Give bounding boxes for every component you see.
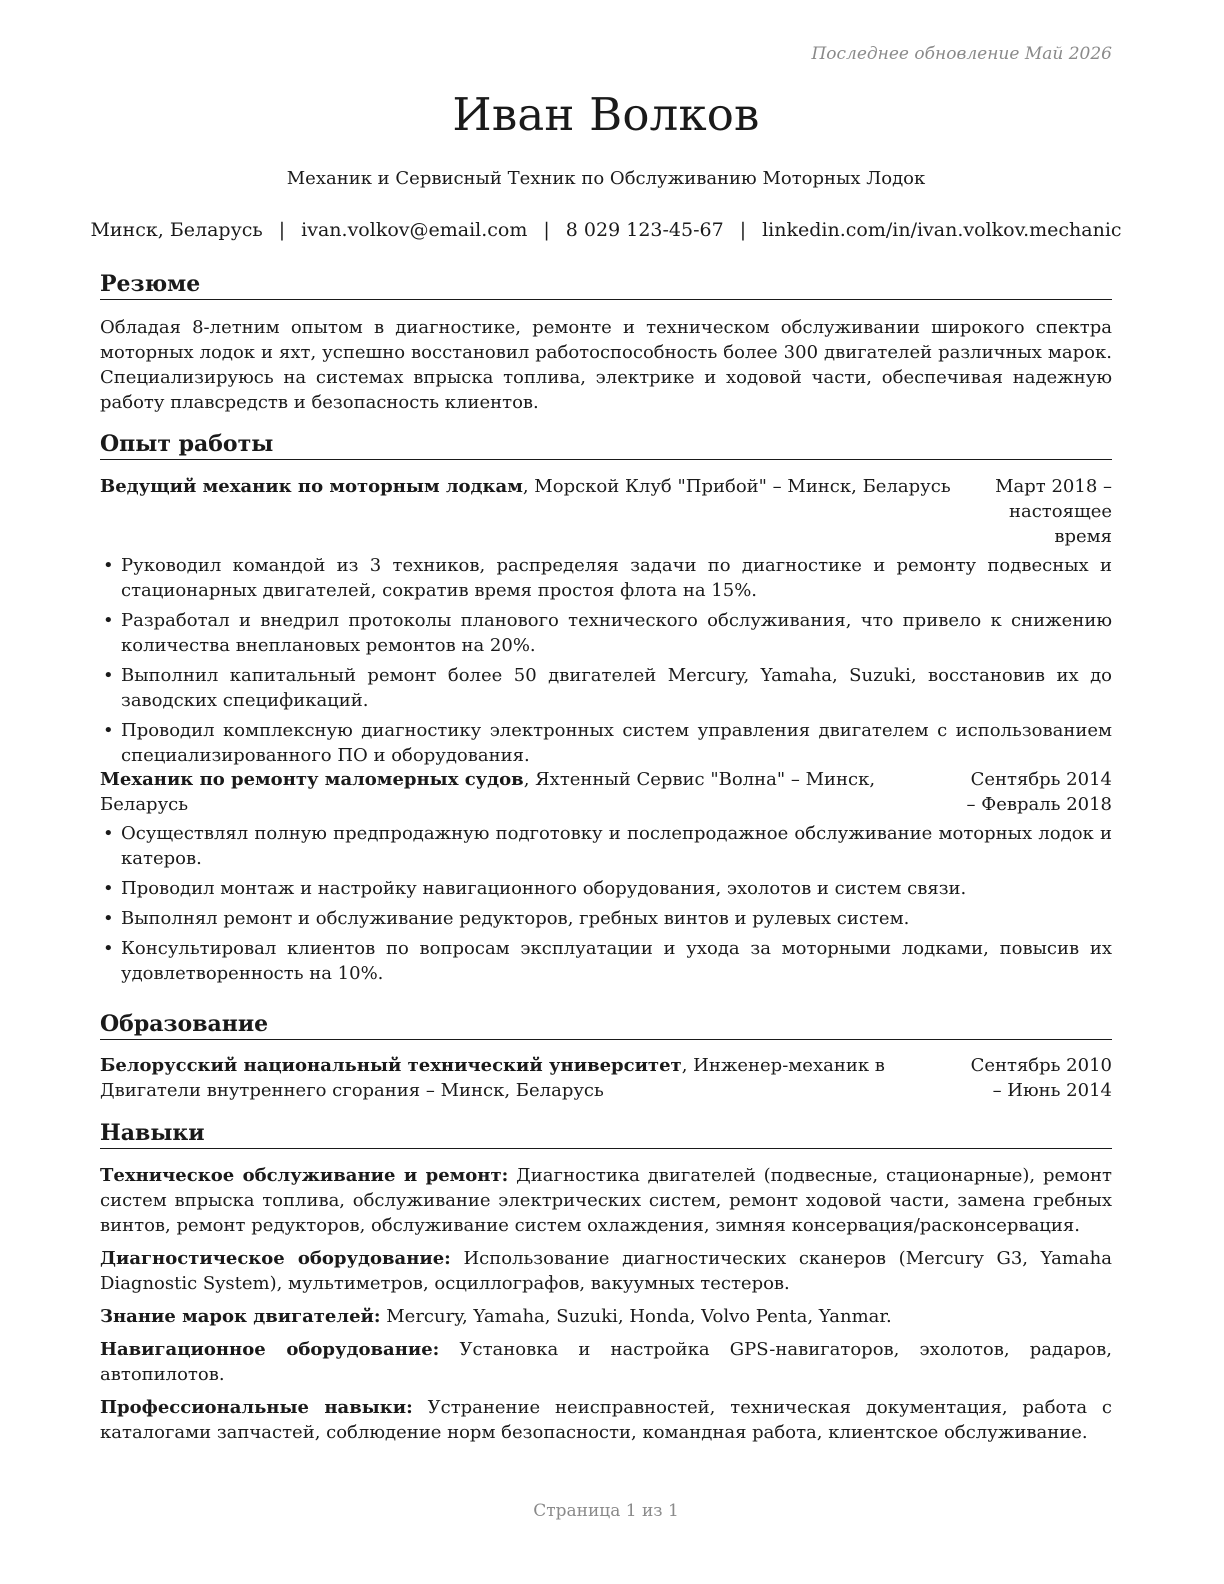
section-heading-summary: Резюме (100, 270, 1112, 300)
job-title-line (100, 767, 962, 817)
bullet-text: Проводил монтаж и настройку навигационного оборудования, эхолотов и систем связи. (121, 878, 967, 899)
candidate-name: Иван Волков (452, 88, 760, 141)
job-dates: Сентябрь 2014 – Февраль 2018 (966, 769, 1112, 815)
section-heading-skills: Навыки (100, 1119, 1112, 1149)
list-item (100, 936, 1112, 986)
candidate-title: Механик и Сервисный Техник по Обслуживанию Моторных Лодок (286, 168, 926, 189)
bullet-text: Разработал и внедрил протоколы планового технического обслуживания, что привело к снижению количества внеплановых ремонтов на 20%. (121, 610, 1112, 656)
job-header (100, 474, 1112, 549)
summary-text: Обладая 8-летним опытом в диагностике, ремонте и техническом обслуживании широкого спектра моторных лодок и яхт, успешно восстановил работоспособность более 300 двигателей различных марок. Специализируюсь на системах впрыска топлива, электрике и ходовой части, обеспечивая надежную работу плавсредств и безопасность клиентов. (100, 317, 1112, 413)
skill-item (100, 1163, 1112, 1238)
job-dates: Март 2018 – настоящее время (995, 476, 1112, 547)
education-details: , Инженер-механик в Двигатели внутреннего сгорания – Минск, Беларусь (100, 1055, 885, 1101)
bullet-text: Руководил командой из 3 техников, распределяя задачи по диагностике и ремонту подвесных и стационарных двигателей, сократив время простоя флота на 15%. (121, 555, 1112, 601)
list-item (100, 663, 1112, 713)
education-school: Белорусский национальный технический университет (100, 1055, 682, 1076)
job-bullets (100, 553, 1112, 768)
job-title-line (100, 474, 962, 499)
job-role: Механик по ремонту маломерных судов (100, 769, 524, 790)
bullet-text: Консультировал клиентов по вопросам эксплуатации и ухода за моторными лодками, повысив их удовлетворенность на 10%. (121, 938, 1112, 984)
skill-label: Техническое обслуживание и ремонт: (100, 1165, 509, 1186)
skill-item (100, 1304, 1112, 1329)
skill-label: Диагностическое оборудование: (100, 1248, 451, 1269)
list-item (100, 876, 1112, 901)
contact-line (80, 219, 1132, 241)
contact-email[interactable]: ivan.volkov@email.com (301, 219, 528, 241)
skill-item (100, 1395, 1112, 1445)
bullet-text: Проводил комплексную диагностику электронных систем управления двигателем с использованием специализированного ПО и оборудования. (121, 720, 1112, 766)
bullet-dot: • (103, 823, 114, 844)
job-place: , Яхтенный Сервис "Волна" – Минск, Беларусь (100, 769, 876, 815)
education-entry (100, 1053, 1112, 1103)
contact-separator: | (278, 219, 286, 241)
skill-label: Знание марок двигателей: (100, 1306, 381, 1327)
contact-separator: | (739, 219, 747, 241)
bullet-text: Осуществлял полную предпродажную подготовку и послепродажное обслуживание моторных лодок и катеров. (121, 823, 1112, 869)
contact-phone[interactable]: 8 029 123-45-67 (565, 219, 724, 241)
contact-separator: | (543, 219, 550, 241)
list-item (100, 821, 1112, 871)
job-entry (100, 474, 1112, 773)
resume-page (90, 0, 1122, 1584)
section-heading-experience: Опыт работы (100, 430, 1112, 460)
contact-location: Минск, Беларусь (90, 219, 263, 241)
job-role: Ведущий механик по моторным лодкам (100, 476, 523, 497)
bullet-dot: • (103, 878, 114, 899)
page-number: Страница 1 из 1 (533, 1501, 679, 1521)
skill-text: Устранение неисправностей, техническая документация, работа с каталогами запчастей, соблюдение норм безопасности, командная работа, клиентское обслуживание. (100, 1397, 1112, 1443)
skill-label: Навигационное оборудование: (100, 1339, 440, 1360)
job-place: , Морской Клуб "Прибой" – Минск, Беларусь (522, 476, 951, 497)
contact-linkedin[interactable]: linkedin.com/in/ivan.volkov.mechanic (762, 219, 1122, 241)
job-entry (100, 767, 1112, 991)
skill-item (100, 1337, 1112, 1387)
education-line (100, 1053, 962, 1103)
skill-text: Mercury, Yamaha, Suzuki, Honda, Volvo Penta, Yanmar. (380, 1306, 892, 1327)
skill-text: Использование диагностических сканеров (Mercury G3, Yamaha Diagnostic System), мультиметров, осциллографов, вакуумных тестеров. (100, 1248, 1112, 1294)
bullet-dot: • (103, 720, 114, 741)
bullet-dot: • (103, 938, 114, 959)
skill-label: Профессиональные навыки: (100, 1397, 413, 1418)
education-dates: Сентябрь 2010 – Июнь 2014 (970, 1055, 1112, 1101)
skills-list (100, 1163, 1112, 1453)
bullet-text: Выполнял ремонт и обслуживание редукторов, гребных винтов и рулевых систем. (121, 908, 910, 929)
skill-text: Диагностика двигателей (подвесные, стационарные), ремонт систем впрыска топлива, обслуживание электрических систем, ремонт ходовой части, замена гребных винтов, ремонт редукторов, обслуживание систем охлаждения, зимняя консервация/расконсервация. (100, 1165, 1112, 1236)
bullet-dot: • (103, 555, 114, 576)
education-header (100, 1053, 1112, 1103)
list-item (100, 553, 1112, 603)
job-header (100, 767, 1112, 817)
job-bullets (100, 821, 1112, 986)
last-updated: Последнее обновление Май 2026 (811, 44, 1112, 64)
bullet-dot: • (103, 665, 114, 686)
skill-text: Установка и настройка GPS-навигаторов, эхолотов, радаров, автопилотов. (100, 1339, 1112, 1385)
list-item (100, 608, 1112, 658)
list-item (100, 906, 1112, 931)
bullet-text: Выполнил капитальный ремонт более 50 двигателей Mercury, Yamaha, Suzuki, восстановив их до заводских спецификаций. (121, 665, 1112, 711)
bullet-dot: • (103, 610, 114, 631)
skill-item (100, 1246, 1112, 1296)
bullet-dot: • (103, 908, 114, 929)
list-item (100, 718, 1112, 768)
section-heading-education: Образование (100, 1010, 1112, 1040)
